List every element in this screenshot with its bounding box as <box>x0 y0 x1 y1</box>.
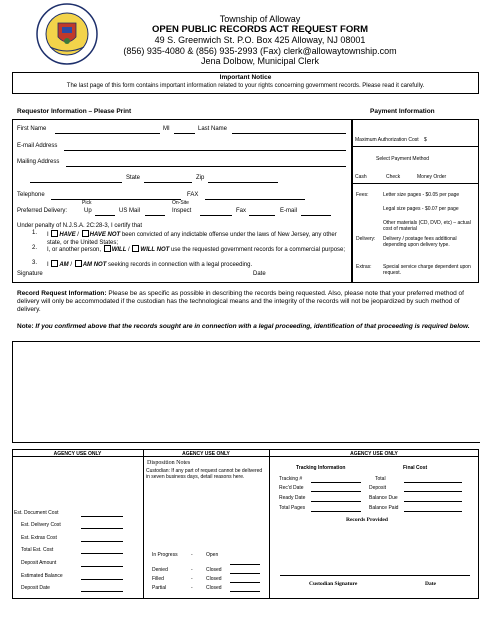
municipal-clerk: Jena Dolbow, Municipal Clerk <box>200 56 320 66</box>
city-field[interactable] <box>30 182 122 183</box>
status-dash: - <box>191 552 193 558</box>
extras-text: Special service charge dependent upon request. <box>383 264 471 276</box>
final-cost-title: Final Cost <box>403 465 428 471</box>
agency-field-input[interactable] <box>81 528 123 529</box>
records-provided-label: Records Provided <box>346 517 388 523</box>
will-checkbox[interactable] <box>104 245 111 252</box>
record-request-text: Please be as specific as possible in describing the records being requested. Also, please note that your preferred method of delivery will only be accommodated if the custodian has the technological means and the integrity of the records will not be jeopardized by such method of delivery. <box>17 290 464 313</box>
township-seal <box>36 3 98 65</box>
have-checkbox[interactable] <box>51 230 58 237</box>
notice-title: Important Notice <box>219 74 272 81</box>
have-label: HAVE <box>59 232 76 238</box>
status-dash: - <box>191 576 193 582</box>
fax-field[interactable] <box>205 199 305 200</box>
extras-label: Extras: <box>356 264 372 270</box>
agency-field-label: Estimated Balance <box>21 573 63 579</box>
email-option: E-mail <box>280 208 298 214</box>
agency-col-divider-2 <box>269 449 270 599</box>
requestor-title: Requestor Information – Please Print <box>17 108 132 115</box>
mi-field[interactable] <box>174 133 195 134</box>
status-field[interactable] <box>230 591 260 592</box>
have-not-checkbox[interactable] <box>82 230 89 237</box>
select-payment-label: Select Payment Method <box>376 156 430 162</box>
last-name-field[interactable] <box>232 133 346 134</box>
status-value: Closed <box>206 585 222 591</box>
inspect-field[interactable] <box>200 215 232 216</box>
inspect-option: Inspect <box>172 208 192 214</box>
agency-field-label: Deposit Amount <box>21 560 57 566</box>
status-dash: - <box>191 585 193 591</box>
disposition-notes-text: Custodian: If any part of request cannot be delivered in seven business days, detail reasons here. <box>146 468 263 480</box>
fax-option: Fax <box>236 208 247 214</box>
fees-label: Fees: <box>356 192 369 198</box>
item3-number: 3. <box>32 260 38 266</box>
status-field[interactable] <box>230 564 260 565</box>
agency-field-input[interactable] <box>81 516 123 517</box>
final-cost-field[interactable] <box>404 482 462 483</box>
will-not-label: WILL NOT <box>140 247 170 253</box>
status-label: Filled <box>152 576 164 582</box>
notice-text: The last page of this form contains important information related to your rights concerning government records. Please read it carefully. <box>66 83 425 89</box>
mailing-field[interactable] <box>66 166 346 167</box>
custodian-date-label: Date <box>425 581 436 587</box>
max-auth-label <box>355 137 427 143</box>
legal-note <box>17 323 475 331</box>
important-notice <box>12 72 479 94</box>
agency-field-label: Deposit Date <box>21 585 50 591</box>
money-order-option[interactable]: Money Order <box>417 174 447 180</box>
note-text: If you confirmed above that the records sought are in connection with a legal proceeding, identification of that proceeding is required below. <box>35 323 470 330</box>
agency-field-input[interactable] <box>81 553 123 554</box>
status-field[interactable] <box>230 573 260 574</box>
item1-i: I <box>47 232 49 238</box>
agency-field-input[interactable] <box>81 566 123 567</box>
status-label: Denied <box>152 567 168 573</box>
township-address: 49 S. Greenwich St. P.O. Box 425 Alloway, NJ 08001 <box>154 35 366 45</box>
fax-option-field[interactable] <box>249 215 275 216</box>
certify-intro: Under penalty of N.J.S.A. 2C:28-3, I certify that <box>17 223 143 229</box>
state-field[interactable] <box>144 182 192 183</box>
agency-field-label: Total Est. Cost <box>21 547 54 553</box>
payment-box <box>352 119 479 283</box>
tracking-field[interactable] <box>311 491 361 492</box>
item1-number: 1. <box>32 230 38 236</box>
item2-intro: I, or another person, <box>47 247 102 253</box>
zip-field[interactable] <box>208 182 278 183</box>
will-label: WILL <box>111 247 127 253</box>
delivery-label: Delivery: <box>356 236 376 242</box>
form-title: OPEN PUBLIC RECORDS ACT REQUEST FORM <box>151 24 369 35</box>
tracking-field[interactable] <box>311 501 361 502</box>
tracking-label: Ready Date <box>279 495 306 501</box>
custodian-signature-label: Custodian Signature <box>309 581 358 587</box>
preferred-delivery-label: Preferred Delivery: <box>17 208 68 214</box>
payment-divider-2 <box>352 183 479 184</box>
item2-rest: use the requested government records for a commercial purpose; <box>170 247 346 253</box>
final-cost-label: Deposit <box>369 485 386 491</box>
dollar-sign: $ <box>424 137 427 143</box>
tracking-title: Tracking Information <box>296 465 346 471</box>
cash-option[interactable]: Cash <box>355 174 367 180</box>
fee-other: Other materials (CD, DVD, etc) – actual cost of material <box>383 220 471 232</box>
zip-label: Zip <box>196 175 205 181</box>
certify-item-3: 3. I AM / AM NOT seeking records in connection with a legal proceeding. <box>32 260 253 268</box>
certify-item-2: 2. I, or another person, WILL / WILL NOT use the requested government records for a commercial purpose; <box>32 245 346 253</box>
final-cost-label: Balance Paid <box>369 505 399 511</box>
item3-i: I <box>47 262 49 268</box>
max-auth-text: Maximum Authorization Cost <box>355 137 419 143</box>
final-cost-label: Balance Due <box>369 495 398 501</box>
pick-label: Pick <box>82 200 92 206</box>
tracking-field[interactable] <box>311 511 361 512</box>
tracking-label: Tracking # <box>279 476 303 482</box>
us-mail-field[interactable] <box>145 215 165 216</box>
fee-legal: Legal size pages - $0.07 per page <box>383 206 459 212</box>
check-option[interactable]: Check <box>386 174 401 180</box>
item3-rest: seeking records in connection with a legal proceeding. <box>108 262 253 268</box>
status-value: Closed <box>206 576 222 582</box>
am-not-checkbox[interactable] <box>75 260 82 267</box>
status-field[interactable] <box>230 582 260 583</box>
agency-col1-title: AGENCY USE ONLY <box>53 451 102 457</box>
status-dash: - <box>191 567 193 573</box>
request-description-box[interactable] <box>12 341 480 443</box>
state-label: State <box>126 175 141 181</box>
final-cost-field[interactable] <box>404 511 462 512</box>
am-not-label: AM NOT <box>82 262 107 268</box>
mi-label: MI <box>163 126 170 132</box>
payment-divider-1 <box>352 146 479 147</box>
on-site-label: On-Site <box>172 200 189 206</box>
last-name-label: Last Name <box>198 126 228 132</box>
agency-field-label: Est. Extras Cost <box>21 535 57 541</box>
payment-title: Payment Information <box>370 108 435 115</box>
custodian-signature-line[interactable] <box>280 575 470 576</box>
will-not-checkbox[interactable] <box>132 245 139 252</box>
status-label: In Progress <box>152 552 178 558</box>
fee-letter: Letter size pages - $0.05 per page <box>383 192 460 198</box>
telephone-field[interactable] <box>51 199 181 200</box>
tracking-label: Rec'd Date <box>279 485 304 491</box>
status-label: Partial <box>152 585 167 591</box>
final-cost-field[interactable] <box>404 501 462 502</box>
delivery-text: Delivery / postage fees additional depending upon delivery type. <box>383 236 457 248</box>
item2-number: 2. <box>32 245 38 251</box>
tracking-label: Total Pages <box>279 505 306 511</box>
pickup-field[interactable] <box>95 215 115 216</box>
agency-field-label: Est. Delivery Cost <box>21 522 61 528</box>
status-value: Closed <box>206 567 222 573</box>
signature-label: Signature <box>17 271 43 277</box>
final-cost-field[interactable] <box>404 491 462 492</box>
agency-field-input[interactable] <box>81 541 123 542</box>
am-checkbox[interactable] <box>51 260 58 267</box>
agency-field-input[interactable] <box>81 579 123 580</box>
have-not-label: HAVE NOT <box>89 232 121 238</box>
email-label: E-mail Address <box>17 143 58 149</box>
agency-col2-title: AGENCY USE ONLY <box>182 451 230 457</box>
final-cost-label: Total <box>375 476 386 482</box>
township-contact: (856) 935-4080 & (856) 935-2993 (Fax) clerk@allowaytownship.com <box>123 45 397 56</box>
record-request-info <box>17 290 475 314</box>
agency-field-label: Est. Document Cost <box>14 510 59 516</box>
record-request-lead: Record Request Information: <box>17 290 107 297</box>
agency-col-divider-1 <box>143 449 144 599</box>
pickup-option: Up <box>84 208 92 214</box>
telephone-label: Telephone <box>17 192 45 198</box>
status-value: Open <box>206 552 219 558</box>
email-field[interactable] <box>64 150 346 151</box>
disposition-notes-title: Disposition Notes <box>147 460 191 466</box>
agency-field-input[interactable] <box>81 591 123 592</box>
fax-label: FAX <box>187 192 199 198</box>
note-lead: Note: <box>17 323 34 330</box>
item1-rest: been convicted of any indictable offense under the laws of New Jersey, any other state, or the United States; <box>47 232 337 246</box>
email-option-field[interactable] <box>301 215 331 216</box>
date-label: Date <box>253 271 266 277</box>
township-name: Township of Alloway <box>219 14 301 24</box>
certify-item-1: 1. I HAVE / HAVE NOT been convicted of any indictable offense under the laws of New Jersey, any other state, or the United States; <box>32 230 337 246</box>
tracking-field[interactable] <box>311 482 361 483</box>
agency-col3-title: AGENCY USE ONLY <box>350 451 398 457</box>
am-label: AM <box>59 262 69 268</box>
mailing-label: Mailing Address <box>17 159 60 165</box>
first-name-label: First Name <box>17 126 47 132</box>
first-name-field[interactable] <box>55 133 160 134</box>
us-mail-option: US Mail <box>119 208 141 214</box>
